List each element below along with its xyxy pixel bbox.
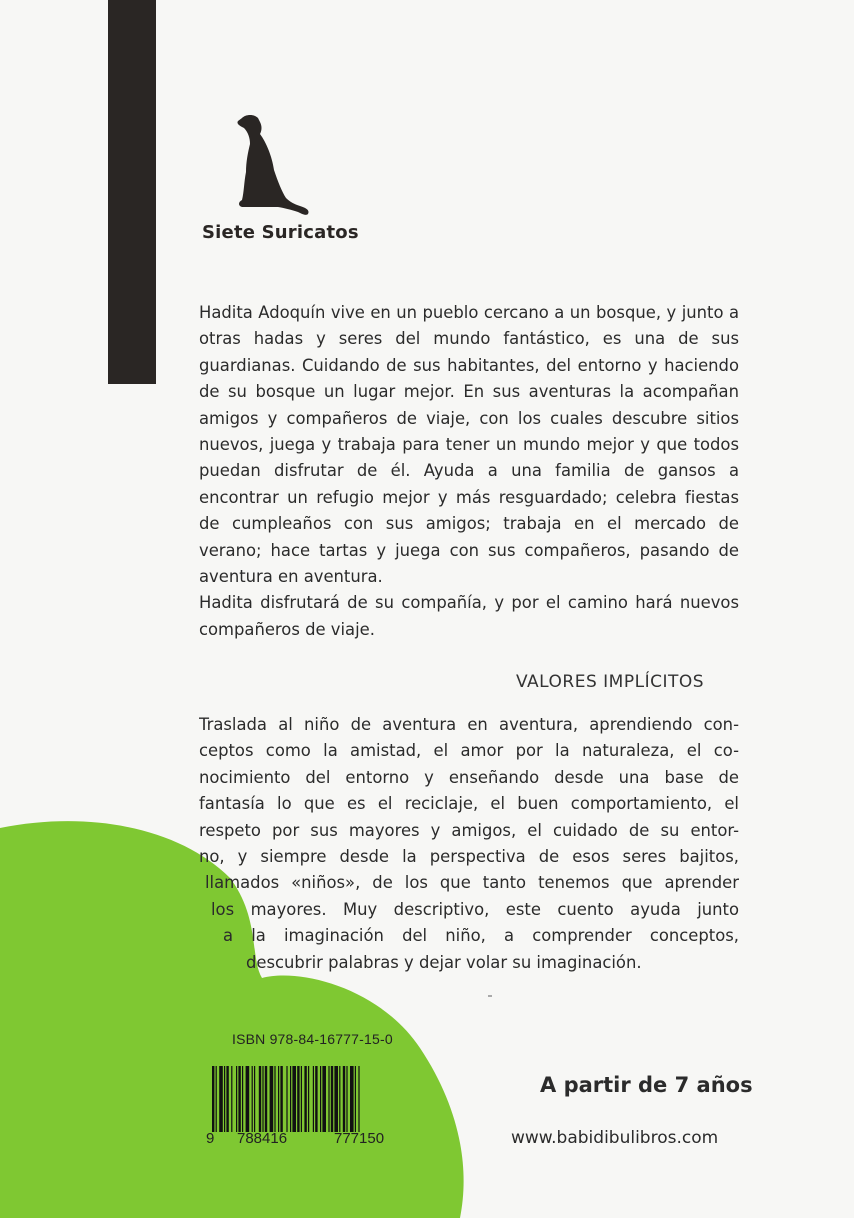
barcode-bar	[315, 1066, 317, 1132]
barcode-bar	[254, 1066, 255, 1132]
barcode-bar	[290, 1066, 291, 1132]
barcode-digit-left: 788416	[237, 1130, 288, 1147]
barcode-bar	[219, 1066, 223, 1132]
barcode-bar	[331, 1066, 333, 1132]
barcode-digit-right: 777150	[334, 1130, 385, 1147]
values-line: ceptos como la amistad, el amor por la naturaleza, el co-	[199, 741, 739, 761]
barcode-bar	[252, 1066, 253, 1132]
values-heading: VALORES IMPLÍCITOS	[516, 672, 705, 692]
print-speck	[488, 995, 492, 997]
barcode-bar	[226, 1066, 228, 1132]
barcode-digit-lead: 9	[206, 1130, 215, 1147]
barcode-bar	[346, 1066, 347, 1132]
barcode-bar	[270, 1066, 274, 1132]
values-line: a la imaginación del niño, a comprender conceptos,	[223, 926, 739, 946]
values-line: llamados «niños», de los que tanto tenemos que aprender	[205, 873, 739, 893]
values-line: no, y siempre desde la perspectiva de esos seres bajitos,	[199, 847, 739, 867]
publisher-name: Siete Suricatos	[202, 222, 359, 243]
barcode-bar	[280, 1066, 282, 1132]
barcode-bar	[301, 1066, 302, 1132]
barcode-bar	[358, 1066, 359, 1132]
values-line: fantasía lo que es el reciclaje, el buen comportamiento, el	[199, 794, 739, 814]
barcode-bar	[246, 1066, 250, 1132]
barcode-bar	[355, 1066, 356, 1132]
barcode-bar	[350, 1066, 354, 1132]
barcode	[210, 1066, 402, 1132]
meerkat-icon	[232, 112, 312, 220]
barcode-bar	[242, 1066, 243, 1132]
values-line: Traslada al niño de aventura en aventura, aprendiendo con-	[199, 715, 739, 734]
values-line: respeto por sus mayores y amigos, el cuidado de su entor-	[199, 820, 739, 840]
barcode-bar	[259, 1066, 261, 1132]
barcode-bar	[236, 1066, 237, 1132]
values-line: los mayores. Muy descriptivo, este cuento ayuda junto	[211, 899, 739, 919]
barcode-bar	[343, 1066, 345, 1132]
synopsis-paragraph-2: Hadita disfrutará de su compañía, y por el camino hará nuevos compañeros de viaje.	[199, 593, 739, 639]
barcode-bar	[224, 1066, 225, 1132]
barcode-bar	[292, 1066, 296, 1132]
barcode-bar	[320, 1066, 321, 1132]
barcode-bar	[304, 1066, 306, 1132]
barcode-bar	[322, 1066, 326, 1132]
values-text	[199, 712, 739, 976]
barcode-bar	[212, 1066, 214, 1132]
synopsis-paragraph-1: Hadita Adoquín vive en un pueblo cercano a un bosque, y junto a otras hadas y seres del mundo fantástico, es una de sus guardianas. Cuidando de sus habitantes, del entorno y haciendo de su bosque un lugar mejor. En sus aventuras la acompañan amigos y compañeros de viaje, con los cuales descubre sitios nuevos, juega y trabaja para tener un mundo mejor y que todos puedan disfrutar de él. Ayuda a una familia de gansos a encontrar un refugio mejor y más resguardado; celebra fiestas de cumpleaños con sus amigos; trabaja en el mercado de verano; hace tartas y juega con sus compañeros, pasando de aventura en aventura.	[199, 303, 739, 587]
decorative-side-bar	[108, 0, 156, 384]
barcode-bar	[339, 1066, 340, 1132]
values-line: descubrir palabras y dejar volar su imaginación.	[246, 952, 642, 972]
synopsis	[199, 300, 739, 643]
barcode-bar	[262, 1066, 263, 1132]
barcode-bar	[231, 1066, 232, 1132]
barcode-bar	[308, 1066, 309, 1132]
barcode-bar	[286, 1066, 287, 1132]
barcode-bar	[328, 1066, 329, 1132]
barcode-bar	[274, 1066, 275, 1132]
values-line: nocimiento del entorno y enseñando desde una base de	[199, 767, 739, 787]
barcode-bar	[334, 1066, 338, 1132]
barcode-bar	[313, 1066, 314, 1132]
isbn-label: ISBN 978-84-16777-15-0	[232, 1031, 393, 1047]
barcode-bar	[265, 1066, 267, 1132]
website-url: www.babidibulibros.com	[511, 1128, 719, 1148]
barcode-bar	[238, 1066, 240, 1132]
barcode-bar	[297, 1066, 299, 1132]
barcode-bar	[278, 1066, 279, 1132]
barcode-bar	[216, 1066, 217, 1132]
age-recommendation: A partir de 7 años	[540, 1073, 753, 1097]
